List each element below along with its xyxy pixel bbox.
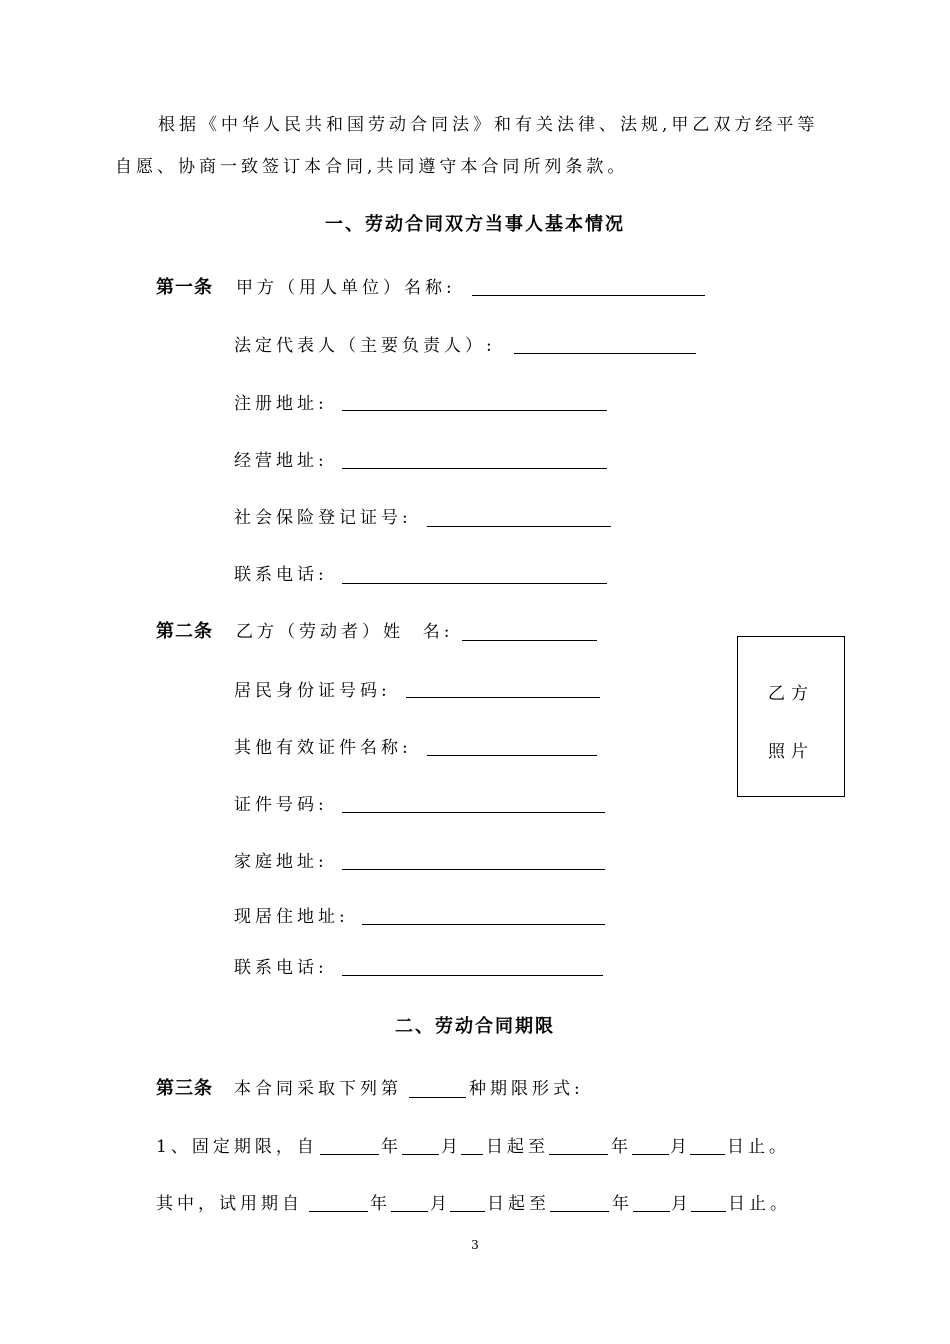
term1-start-year-field[interactable]	[320, 1154, 379, 1155]
probation-end-label: 日止。	[728, 1194, 791, 1214]
current-address-label: 现居住地址:	[234, 907, 349, 927]
term1-month-label: 月	[441, 1137, 462, 1157]
section-1-title: 一、劳动合同双方当事人基本情况	[325, 214, 625, 235]
probation-year-label: 年	[370, 1194, 391, 1214]
article-1-label: 第一条	[156, 277, 213, 298]
probation-start-month-field[interactable]	[391, 1211, 428, 1212]
intro-line-1: 根据《中华人民共和国劳动合同法》和有关法律、法规,甲乙双方经平等	[158, 115, 819, 135]
probation-end-year-field[interactable]	[550, 1211, 609, 1212]
social-ins-field[interactable]	[427, 526, 611, 527]
photo-box	[737, 636, 845, 797]
legal-rep-label: 法定代表人（主要负责人）:	[234, 336, 496, 356]
reg-address-label: 注册地址:	[234, 394, 328, 414]
probation-end-month-label: 月	[671, 1194, 692, 1214]
employee-name-label: 乙方（劳动者）姓 名:	[236, 622, 454, 642]
biz-address-field[interactable]	[342, 468, 607, 469]
term1-year-label: 年	[381, 1137, 402, 1157]
employer-phone-field[interactable]	[342, 583, 607, 584]
term1-prefix: 1、固定期限，自	[156, 1137, 318, 1157]
reg-address-field[interactable]	[342, 410, 607, 411]
probation-month-label: 月	[430, 1194, 451, 1214]
term-type-field[interactable]	[409, 1097, 466, 1098]
term1-end-label: 日止。	[727, 1137, 790, 1157]
social-ins-label: 社会保险登记证号:	[234, 508, 412, 528]
term1-end-month-label: 月	[670, 1137, 691, 1157]
term1-start-month-field[interactable]	[402, 1154, 439, 1155]
probation-prefix: 其中，试用期自	[156, 1194, 303, 1214]
probation-end-day-field[interactable]	[691, 1211, 726, 1212]
employer-phone-label: 联系电话:	[234, 565, 328, 585]
article-3-text-a: 本合同采取下列第	[234, 1079, 402, 1099]
current-address-field[interactable]	[362, 924, 605, 925]
cert-no-label: 证件号码:	[234, 795, 328, 815]
section-2-title: 二、劳动合同期限	[395, 1016, 555, 1037]
article-2-label: 第二条	[156, 621, 213, 642]
term1-from-label: 日起至	[486, 1137, 549, 1157]
id-no-label: 居民身份证号码:	[234, 681, 391, 701]
other-cert-label: 其他有效证件名称:	[234, 738, 412, 758]
probation-end-month-field[interactable]	[633, 1211, 670, 1212]
employee-phone-field[interactable]	[342, 975, 603, 976]
biz-address-label: 经营地址:	[234, 451, 328, 471]
legal-rep-field[interactable]	[514, 353, 696, 354]
term1-start-day-field[interactable]	[461, 1154, 483, 1155]
term1-end-day-field[interactable]	[690, 1154, 725, 1155]
employer-name-label: 甲方（用人单位）名称:	[236, 278, 456, 298]
home-address-label: 家庭地址:	[234, 852, 328, 872]
term1-end-year-field[interactable]	[549, 1154, 608, 1155]
probation-from-label: 日起至	[487, 1194, 550, 1214]
article-3-text-b: 种期限形式:	[469, 1079, 584, 1099]
article-3-label: 第三条	[156, 1078, 213, 1099]
employer-name-field[interactable]	[472, 295, 705, 296]
id-no-field[interactable]	[406, 697, 600, 698]
probation-end-year-label: 年	[612, 1194, 633, 1214]
intro-line-2: 自愿、协商一致签订本合同,共同遵守本合同所列条款。	[115, 157, 629, 177]
cert-no-field[interactable]	[342, 812, 605, 813]
photo-box-line-2: 照片	[768, 742, 814, 762]
photo-box-line-1: 乙方	[768, 684, 814, 704]
employee-phone-label: 联系电话:	[234, 958, 328, 978]
term1-end-year-label: 年	[611, 1137, 632, 1157]
home-address-field[interactable]	[342, 869, 605, 870]
other-cert-field[interactable]	[427, 755, 597, 756]
probation-start-year-field[interactable]	[309, 1211, 368, 1212]
probation-start-day-field[interactable]	[450, 1211, 485, 1212]
employee-name-field[interactable]	[462, 640, 597, 641]
term1-end-month-field[interactable]	[632, 1154, 669, 1155]
page-number: 3	[471, 1238, 479, 1252]
